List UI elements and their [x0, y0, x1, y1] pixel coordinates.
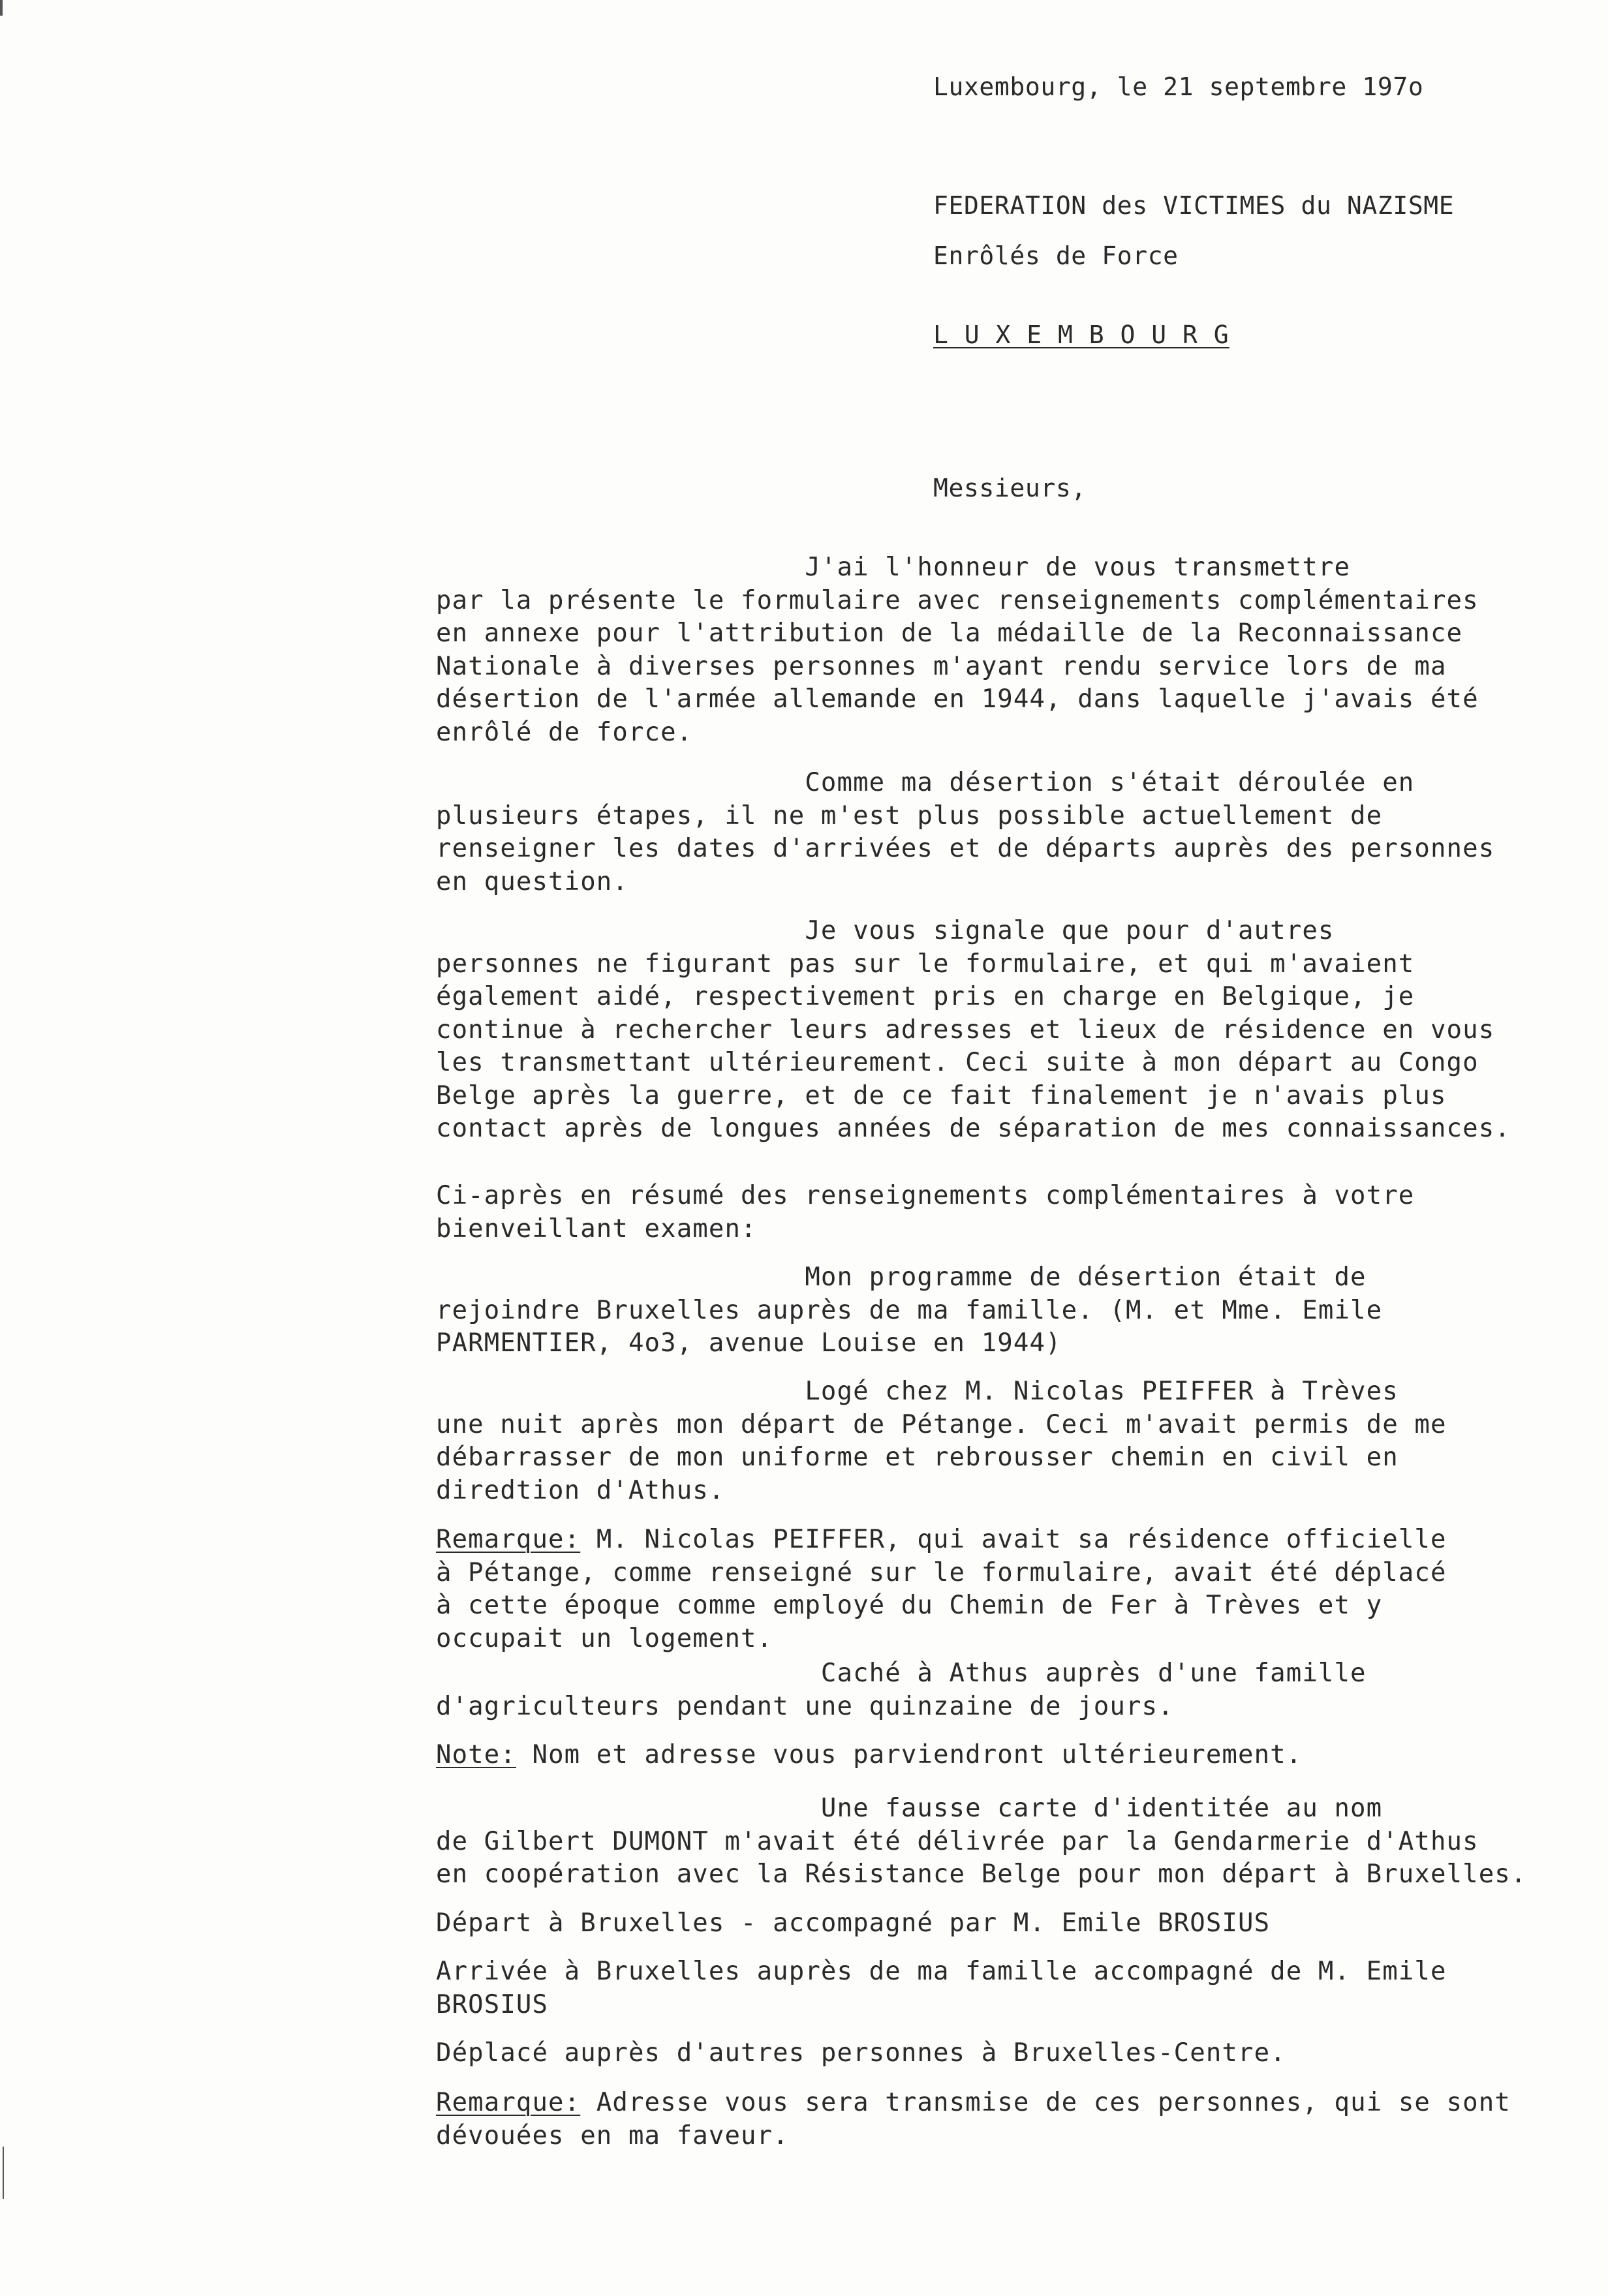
- text-line: les transmettant ultérieurement. Ceci suite à mon départ au Congo: [436, 1048, 1479, 1077]
- text-line: PARMENTIER, 4o3, avenue Louise en 1944): [436, 1328, 1062, 1358]
- text-line: continue à rechercher leurs adresses et lieux de résidence en vous: [436, 1015, 1495, 1045]
- remark-1: [436, 1523, 1585, 1655]
- text-line: désertion de l'armée allemande en 1944, dans laquelle j'avais été: [436, 684, 1479, 714]
- text-line: diredtion d'Athus.: [436, 1475, 725, 1505]
- paragraph-8: [436, 1792, 1585, 1891]
- text-line: également aidé, respectivement pris en charge en Belgique, je: [436, 982, 1415, 1011]
- paragraph-6: [436, 1375, 1585, 1507]
- text-line: Départ à Bruxelles - accompagné par M. Emile BROSIUS: [436, 1908, 1271, 1938]
- paragraph-2: [436, 767, 1585, 898]
- text-line: Je vous signale que pour d'autres: [436, 916, 1335, 945]
- text-line: d'agriculteurs pendant une quinzaine de jours.: [436, 1691, 1174, 1721]
- paragraph-3: [436, 915, 1585, 1146]
- text-line: de Gilbert DUMONT m'avait été délivrée par la Gendarmerie d'Athus: [436, 1826, 1479, 1856]
- scan-edge-mark: [3, 2147, 4, 2199]
- remark-label: Remarque:: [436, 1525, 581, 1554]
- letter-date: Luxembourg, le 21 septembre 197o: [933, 72, 1424, 101]
- text-line: à Pétange, comme renseigné sur le formulaire, avait été déplacé: [436, 1557, 1447, 1587]
- text-line: personnes ne figurant pas sur le formulaire, et qui m'avaient: [436, 949, 1415, 979]
- text-line: enrôlé de force.: [436, 717, 693, 747]
- text-line: Belge après la guerre, et de ce fait finalement je n'avais plus: [436, 1080, 1447, 1110]
- remark-label: Remarque:: [436, 2088, 581, 2117]
- paragraph-7: [436, 1657, 1585, 1723]
- text-line: Nationale à diverses personnes m'ayant rendu service lors de ma: [436, 651, 1447, 681]
- recipient-city: L U X E M B O U R G: [933, 320, 1229, 349]
- recipient-organization: FEDERATION des VICTIMES du NAZISME: [933, 191, 1455, 220]
- text-line: en annexe pour l'attribution de la médaille de la Reconnaissance: [436, 619, 1463, 648]
- text-line: débarrasser de mon uniforme et rebrousser chemin en civil en: [436, 1443, 1399, 1472]
- text-line: Arrivée à Bruxelles auprès de ma famille accompagné de M. Emile: [436, 1957, 1447, 1986]
- paragraph-5: [436, 1261, 1585, 1360]
- text-line: en question.: [436, 866, 628, 896]
- text-line: rejoindre Bruxelles auprès de ma famille. (M. et Mme. Emile: [436, 1295, 1383, 1325]
- scan-edge-mark: [0, 0, 3, 16]
- paragraph-9: [436, 1907, 1585, 1940]
- paragraph-4: [436, 1180, 1585, 1246]
- text-line: occupait un logement.: [436, 1623, 773, 1653]
- text-line: bienveillant examen:: [436, 1214, 757, 1244]
- text-line: en coopération avec la Résistance Belge pour mon départ à Bruxelles.: [436, 1860, 1527, 1889]
- text-line: J'ai l'honneur de vous transmettre: [436, 553, 1351, 582]
- recipient-subtitle: Enrôlés de Force: [933, 241, 1179, 270]
- note: [436, 1739, 1585, 1772]
- text-line: M. Nicolas PEIFFER, qui avait sa résidence officielle: [580, 1525, 1447, 1554]
- text-line: Déplacé auprès d'autres personnes à Bruxelles-Centre.: [436, 2038, 1286, 2068]
- paragraph-1: [436, 551, 1585, 749]
- text-line: dévouées en ma faveur.: [436, 2120, 789, 2151]
- text-line: Nom et adresse vous parviendront ultérieurement.: [516, 1740, 1303, 1769]
- remark-2: [436, 2087, 1585, 2152]
- text-line: Adresse vous sera transmise de ces personnes, qui se sont: [580, 2088, 1511, 2117]
- text-line: Une fausse carte d'identitée au nom: [436, 1794, 1383, 1823]
- note-label: Note:: [436, 1740, 516, 1769]
- text-line: plusieurs étapes, il ne m'est plus possible actuellement de: [436, 801, 1383, 831]
- salutation: Messieurs,: [933, 474, 1087, 502]
- text-line: renseigner les dates d'arrivées et de départs auprès des personnes: [436, 834, 1495, 863]
- text-line: BROSIUS: [436, 1989, 549, 2019]
- text-line: Caché à Athus auprès d'une famille: [436, 1659, 1367, 1688]
- paragraph-10: [436, 1955, 1585, 2021]
- text-line: contact après de longues années de séparation de mes connaissances.: [436, 1114, 1511, 1143]
- text-line: Ci-après en résumé des renseignements complémentaires à votre: [436, 1181, 1415, 1210]
- text-line: par la présente le formulaire avec renseignements complémentaires: [436, 585, 1479, 615]
- text-line: Mon programme de désertion était de: [436, 1263, 1367, 1292]
- text-line: une nuit après mon départ de Pétange. Ceci m'avait permis de me: [436, 1409, 1447, 1439]
- text-line: Comme ma désertion s'était déroulée en: [436, 768, 1415, 797]
- text-line: à cette époque comme employé du Chemin de Fer à Trèves et y: [436, 1591, 1383, 1620]
- text-line: Logé chez M. Nicolas PEIFFER à Trèves: [436, 1377, 1399, 1406]
- paragraph-11: [436, 2037, 1585, 2070]
